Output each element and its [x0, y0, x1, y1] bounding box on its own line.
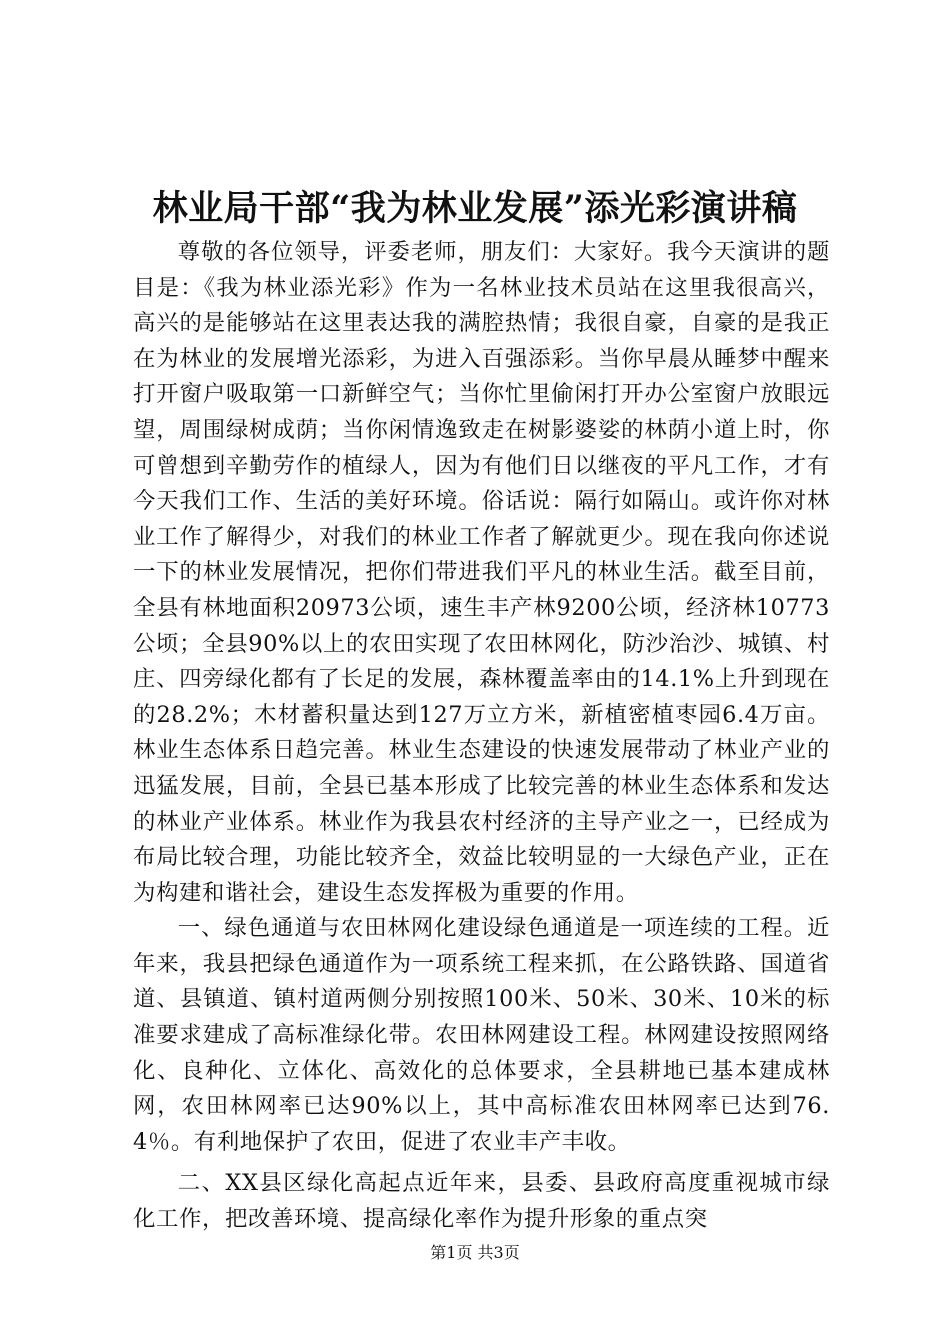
- page-footer: 第1页 共3页: [430, 1243, 520, 1262]
- paragraph-section-1: 一、绿色通道与农田林网化建设绿色通道是一项连续的工程。近年来，我县把绿色通道作为一项系统工程来抓，在公路铁路、国道省道、县镇道、镇村道两侧分别按照100米、50米、30米、10米的标准要求建成了高标准绿化带。农田林网建设工程。林网建设按照网络化、良种化、立体化、高效化的总体要求，全县耕地已基本建成林网，农田林网率已达90%以上，其中高标准农田林网率已达到76.4％。有利地保护了农田，促进了农业丰产丰收。: [133, 915, 830, 1155]
- paragraph-intro: 尊敬的各位领导，评委老师，朋友们：大家好。我今天演讲的题目是：《我为林业添光彩》作为一名林业技术员站在这里我很高兴，高兴的是能够站在这里表达我的满腔热情；我很自豪，自豪的是我正在为林业的发展增光添彩，为进入百强添彩。当你早晨从睡梦中醒来打开窗户吸取第一口新鲜空气；当你忙里偷闲打开办公室窗户放眼远望，周围绿树成荫；当你闲情逸致走在树影婆娑的林荫小道上时，你可曾想到辛勤劳作的植绿人，因为有他们日以继夜的平凡工作，才有今天我们工作、生活的美好环境。俗话说：隔行如隔山。或许你对林业工作了解得少，对我们的林业工作者了解就更少。现在我向你述说一下的林业发展情况，把你们带进我们平凡的林业生活。截至目前，全县有林地面积20973公顷，速生丰产林9200公顷，经济林10773公顷；全县90%以上的农田实现了农田林网化，防沙治沙、城镇、村庄、四旁绿化都有了长足的发展，森林覆盖率由的14.1%上升到现在的28.2%；木材蓄积量达到127万立方米，新植密植枣园6.4万亩。林业生态体系日趋完善。林业生态建设的快速发展带动了林业产业的迅猛发展，目前，全县已基本形成了比较完善的林业生态体系和发达的林业产业体系。林业作为我县农村经济的主导产业之一，已经成为布局比较合理，功能比较齐全，效益比较明显的一大绿色产业，正在为构建和谐社会，建设生态发挥极为重要的作用。: [133, 239, 830, 906]
- document-title: 林业局干部“我为林业发展”添光彩演讲稿: [152, 188, 798, 229]
- paragraph-section-2: 二、XX县区绿化高起点近年来，县委、县政府高度重视城市绿化工作，把改善环境、提高绿化率作为提升形象的重点突: [133, 1170, 830, 1233]
- document-body: [133, 235, 830, 1238]
